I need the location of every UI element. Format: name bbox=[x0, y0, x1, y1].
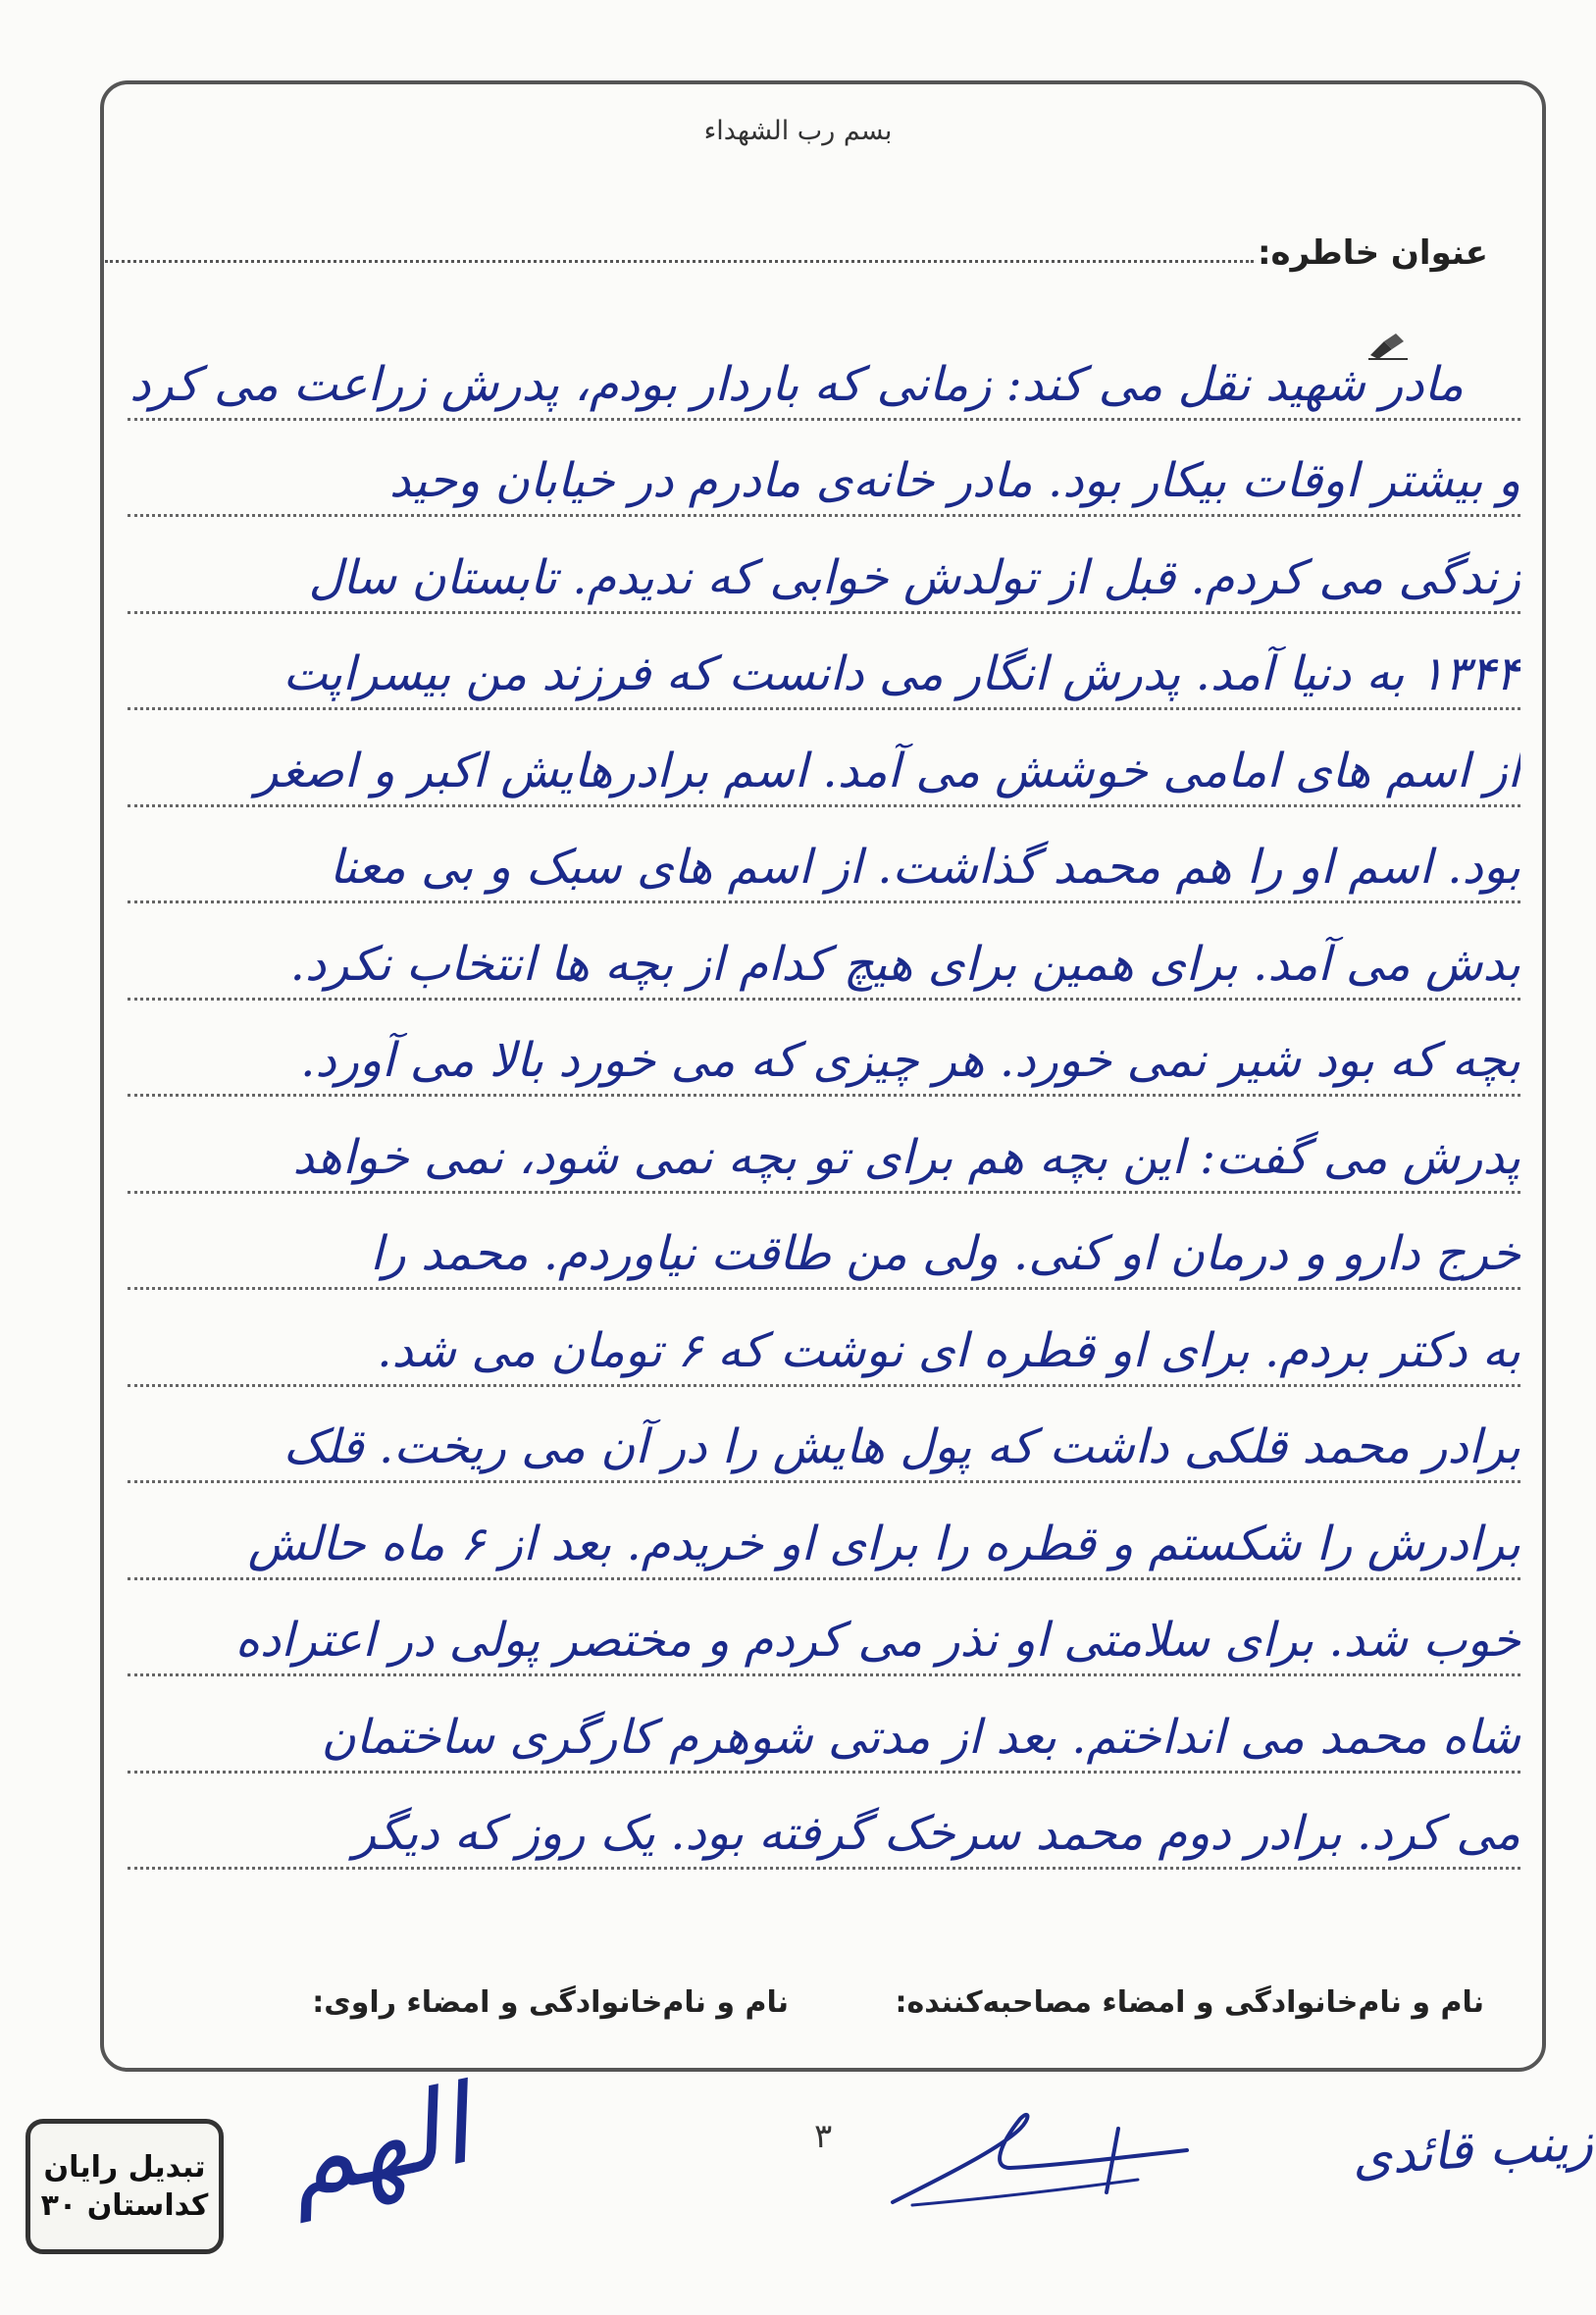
memoir-line bbox=[128, 807, 1520, 904]
narrator-signature-label: نام و نام‌خانوادگی و امضاء راوی: bbox=[312, 1985, 789, 2020]
signature-labels-row bbox=[0, 1985, 1596, 2034]
interviewer-signature-label: نام و نام‌خانوادگی و امضاء مصاحبه‌کننده: bbox=[895, 1985, 1484, 2020]
memoir-line-text: و بیشتر اوقات بیکار بود. مادر خانه‌ی مادرم در خیابان وحید bbox=[388, 453, 1520, 508]
page-number: ۳ bbox=[814, 2117, 833, 2156]
stamp-line-1: تبدیل رایان bbox=[43, 2150, 206, 2185]
page-header-basmala: بسم رب الشهداء bbox=[703, 116, 893, 146]
handwritten-signature-right: زینب قائدی bbox=[1350, 2112, 1595, 2188]
memoir-line bbox=[128, 1387, 1520, 1484]
memoir-line bbox=[128, 1483, 1520, 1580]
memoir-line-text: برادر محمد قلکی داشت که پول هایش را در آن می ریخت. قلک bbox=[283, 1419, 1520, 1474]
conversion-stamp bbox=[26, 2119, 224, 2254]
memoir-line-text: شاه محمد می انداختم. بعد از مدتی شوهرم کارگری ساختمان bbox=[321, 1709, 1520, 1765]
memoir-line-text: از اسم های امامی خوشش می آمد. اسم برادرهایش اکبر و اصغر bbox=[255, 743, 1520, 798]
memoir-line-text: بدش می آمد. برای همین برای هیچ کدام از بچه ها انتخاب نکرد. bbox=[289, 936, 1520, 992]
memoir-line bbox=[128, 903, 1520, 1001]
memoir-line bbox=[128, 1580, 1520, 1677]
memoir-line bbox=[128, 1676, 1520, 1774]
signature-scribble-icon bbox=[883, 2089, 1207, 2217]
memoir-line-text: ۱۳۴۴ به دنیا آمد. پدرش انگار می دانست که فرزند من بیسراپت bbox=[283, 646, 1520, 701]
memoir-line-text: می کرد. برادر دوم محمد سرخک گرفته بود. یک روز که دیگر bbox=[353, 1806, 1520, 1861]
memoir-line bbox=[128, 1194, 1520, 1291]
memoir-line bbox=[128, 324, 1520, 421]
memoir-line-text: خرج دارو و درمان او کنی. ولی من طاقت نیاوردم. محمد را bbox=[370, 1226, 1520, 1281]
memoir-title-label: عنوان خاطره: bbox=[1257, 233, 1488, 273]
memoir-line-text: بود. اسم او را هم محمد گذاشت. از اسم های سبک و بی معنا bbox=[329, 840, 1520, 895]
memoir-line-text: برادرش را شکستم و قطره را برای او خریدم. بعد از ۶ ماه حالش bbox=[247, 1516, 1520, 1571]
memoir-text-lines bbox=[128, 324, 1520, 1870]
memoir-line-text: پدرش می گفت: این بچه هم برای تو بچه نمی شود، نمی خواهد bbox=[292, 1129, 1520, 1185]
memoir-line bbox=[128, 710, 1520, 807]
memoir-line bbox=[128, 421, 1520, 518]
memoir-line-text: بچه که بود شیر نمی خورد. هر چیزی که می خورد بالا می آورد. bbox=[300, 1033, 1520, 1088]
memoir-line bbox=[128, 1290, 1520, 1387]
memoir-line bbox=[128, 1097, 1520, 1194]
memoir-line-text: مادر شهید نقل می کند: زمانی که باردار بودم، پدرش زراعت می کرد bbox=[129, 356, 1464, 412]
memoir-line-text: خوب شد. برای سلامتی او نذر می کردم و مختصر پولی در اعتراده bbox=[234, 1613, 1520, 1668]
memoir-title-row bbox=[105, 224, 1488, 273]
memoir-line bbox=[128, 1001, 1520, 1098]
memoir-line bbox=[128, 614, 1520, 711]
memoir-line bbox=[128, 517, 1520, 614]
memoir-title-dotted-line bbox=[105, 260, 1254, 263]
memoir-line-text: زندگی می کردم. قبل از تولدش خوابی که ندیدم. تابستان سال bbox=[308, 549, 1520, 605]
memoir-line-text: به دکتر بردم. برای او قطره ای نوشت که ۶ تومان می شد. bbox=[377, 1322, 1520, 1378]
handwritten-signature-left: الهم bbox=[273, 2061, 481, 2224]
memoir-line bbox=[128, 1774, 1520, 1871]
stamp-line-2: کداستان ۳۰ bbox=[40, 2188, 209, 2223]
